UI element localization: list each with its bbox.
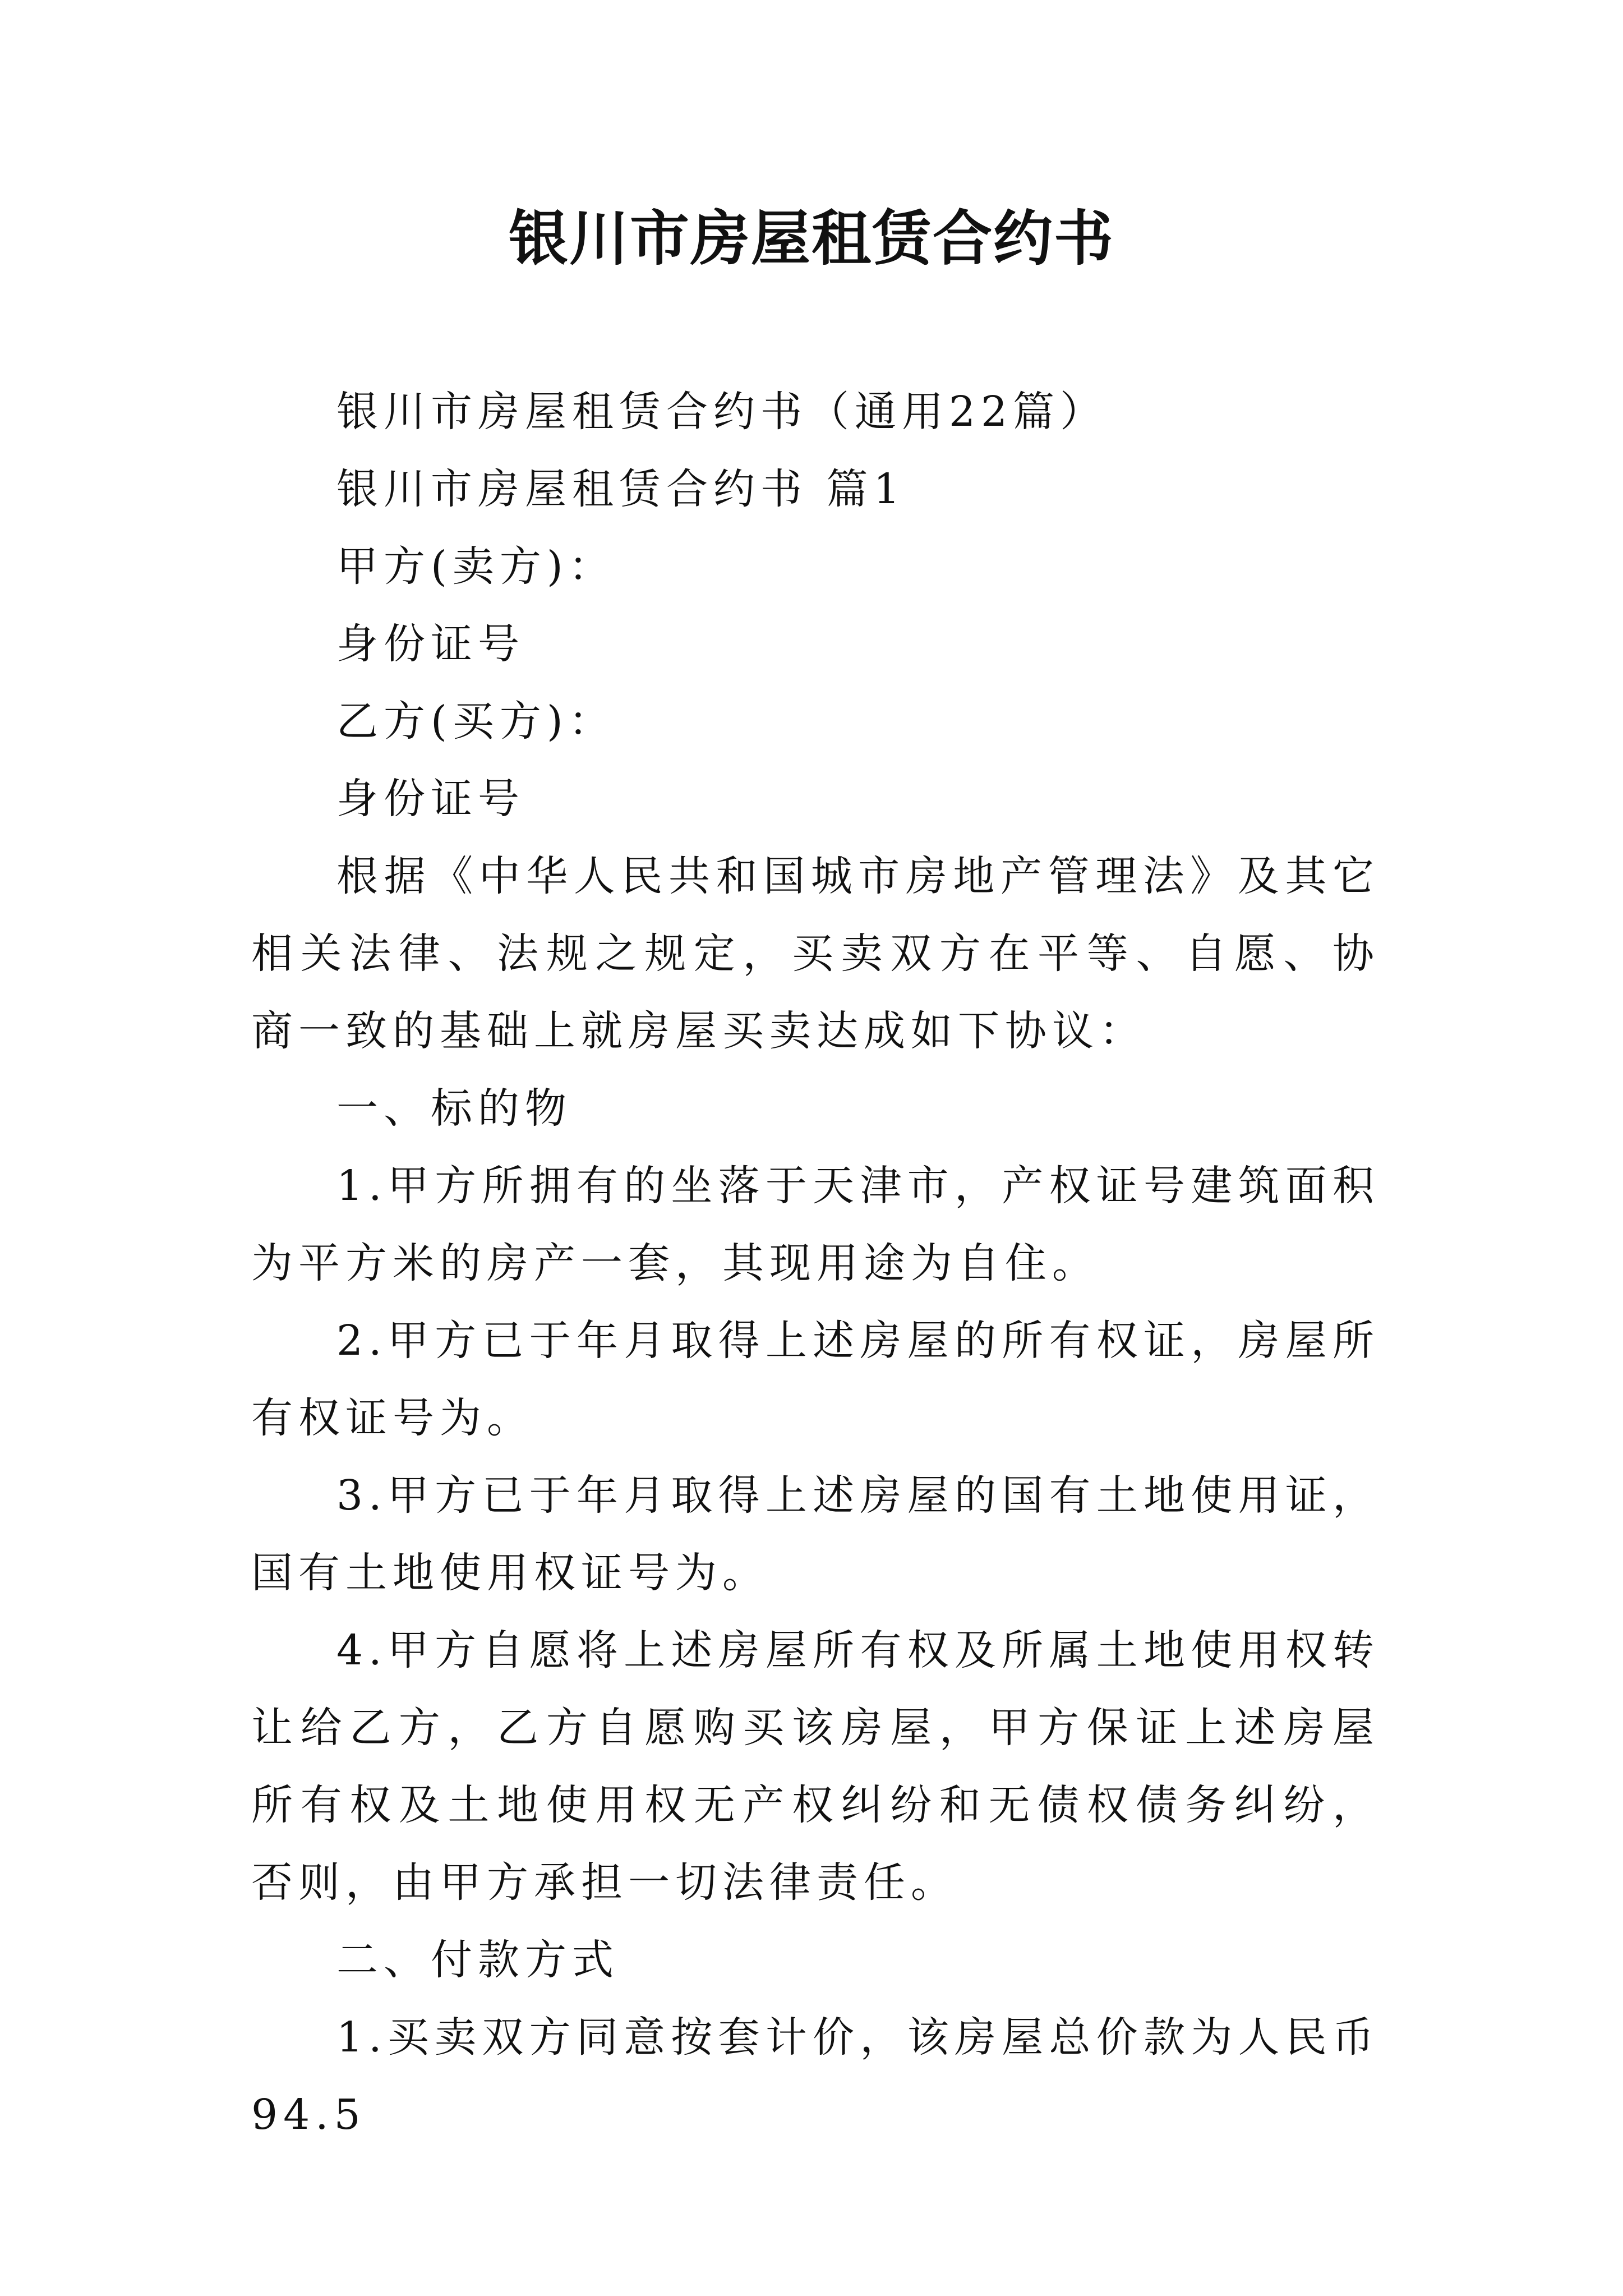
- section-heading-subject-matter: 一、标的物: [336, 1084, 572, 1133]
- paragraph-heading-part-1: 银川市房屋租赁合约书 篇1: [336, 465, 906, 513]
- party-a-line: 甲方(卖方)：: [336, 542, 616, 591]
- party-b-id-line: 身份证号: [336, 775, 525, 823]
- party-a-id-line: 身份证号: [336, 620, 525, 668]
- clause-1-2: 2.甲方已于年月取得上述房屋的所有权证，房屋所有权证号为。: [251, 1317, 1380, 1442]
- clause-1-1: 1.甲方所拥有的坐落于天津市，产权证号建筑面积为平方米的房产一套，其现用途为自住。: [251, 1162, 1380, 1287]
- clause-1-3: 3.甲方已于年月取得上述房屋的国有土地使用证，国有土地使用权证号为。: [251, 1471, 1380, 1597]
- section-heading-payment-method: 二、付款方式: [336, 1936, 619, 1984]
- clause-1-4: 4.甲方自愿将上述房屋所有权及所属土地使用权转让给乙方，乙方自愿购买该房屋，甲方保证上述房屋所有权及土地使用权无产权纠纷和无债权债务纠纷，否则，由甲方承担一切法律责任。: [251, 1626, 1380, 1907]
- paragraph-heading-collection: 银川市房屋租赁合约书（通用22篇）: [336, 388, 1108, 436]
- legal-basis-paragraph: 根据《中华人民共和国城市房地产管理法》及其它相关法律、法规之规定，买卖双方在平等、自愿、协商一致的基础上就房屋买卖达成如下协议：: [251, 852, 1380, 1055]
- document-body: [251, 373, 1380, 2154]
- party-b-line: 乙方(买方)：: [336, 697, 616, 746]
- document-title: 银川市房屋租赁合约书: [509, 203, 1114, 273]
- clause-2-1: 1.买卖双方同意按套计价，该房屋总价款为人民币94.5: [251, 2013, 1380, 2139]
